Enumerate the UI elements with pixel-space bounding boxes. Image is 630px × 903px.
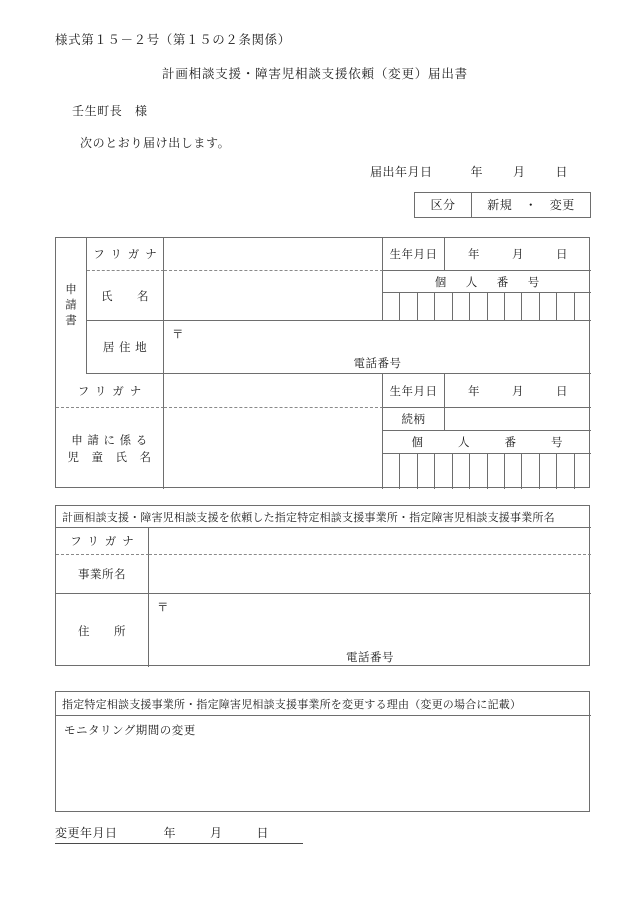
- addressee: 壬生町長 様: [72, 104, 148, 118]
- applicant-name-label: 氏 名: [101, 288, 149, 303]
- child-relation-label-cell: [383, 408, 445, 431]
- office-tel-label: 電話番号: [346, 650, 394, 664]
- reason-table: [55, 691, 590, 812]
- child-furigana-label-cell: [56, 374, 164, 408]
- office-address-label-cell: [56, 594, 149, 667]
- submission-date-year: 年: [470, 165, 484, 179]
- applicant-residence-label-cell: [87, 321, 164, 374]
- applicant-postal-mark: 〒: [172, 327, 184, 341]
- office-furigana-label: フリガナ: [70, 534, 140, 548]
- applicant-birthdate-month: 月: [512, 247, 524, 261]
- applicant-birthdate-value[interactable]: [445, 238, 591, 271]
- applicant-furigana-label: フリガナ: [93, 247, 163, 261]
- mynumber-cell[interactable]: [435, 293, 452, 320]
- submission-date-line: [370, 163, 568, 180]
- applicant-mynumber-grid[interactable]: [383, 293, 591, 321]
- office-table: [55, 505, 590, 666]
- child-furigana-label: フリガナ: [77, 383, 148, 398]
- mynumber-cell[interactable]: [557, 454, 574, 489]
- child-name-label: [68, 432, 152, 465]
- mynumber-cell[interactable]: [453, 454, 470, 489]
- child-name-label-line2: 児 童 氏 名: [67, 449, 152, 464]
- child-relation-label: 続柄: [401, 412, 426, 426]
- mynumber-cell[interactable]: [383, 454, 400, 489]
- office-furigana-label-cell: [56, 528, 149, 555]
- applicant-side-label-cell: [56, 238, 87, 374]
- applicant-birthdate-day: 日: [556, 247, 568, 261]
- mynumber-cell[interactable]: [575, 293, 591, 320]
- mynumber-cell[interactable]: [383, 293, 400, 320]
- child-name-label-line1: 申 請 に 係 る: [71, 432, 148, 447]
- mynumber-cell[interactable]: [540, 454, 557, 489]
- applicant-mynumber-label-cell: [383, 271, 591, 293]
- change-date-line: [55, 824, 303, 844]
- office-name-value[interactable]: [149, 555, 591, 594]
- child-birthdate-year: 年: [468, 383, 480, 398]
- mynumber-cell[interactable]: [522, 454, 539, 489]
- applicant-birthdate-ymd: [468, 246, 568, 262]
- change-date-day: 日: [256, 826, 270, 840]
- child-birthdate-label-cell: [383, 374, 445, 408]
- office-postal-mark: 〒: [157, 600, 169, 614]
- reason-section-header: 指定特定相談支援事業所・指定障害児相談支援事業所を変更する理由（変更の場合に記載）: [56, 692, 591, 716]
- page-title: 計画相談支援・障害児相談支援依頼（変更）届出書: [162, 66, 468, 81]
- child-mynumber-grid[interactable]: [383, 454, 591, 489]
- mynumber-cell[interactable]: [435, 454, 452, 489]
- child-birthdate-day: 日: [556, 383, 568, 398]
- applicant-name-value[interactable]: [164, 271, 383, 321]
- child-furigana-value[interactable]: [164, 374, 383, 408]
- office-address-label: 住 所: [78, 623, 126, 638]
- applicant-birthdate-label: 生年月日: [389, 247, 438, 261]
- child-birthdate-value[interactable]: [445, 374, 591, 408]
- applicant-tel-label: 電話番号: [353, 356, 402, 370]
- applicant-furigana-value[interactable]: [164, 238, 383, 271]
- mynumber-cell[interactable]: [505, 454, 522, 489]
- child-birthdate-label: 生年月日: [389, 383, 438, 398]
- child-birthdate-month: 月: [512, 383, 524, 398]
- office-address-value[interactable]: [149, 594, 591, 667]
- mynumber-cell[interactable]: [470, 293, 487, 320]
- mynumber-cell[interactable]: [540, 293, 557, 320]
- office-furigana-value[interactable]: [149, 528, 591, 555]
- applicant-residence-label: 居 住 地: [102, 340, 148, 354]
- change-date-label: 変更年月日: [55, 826, 118, 840]
- applicant-furigana-label-cell: [87, 238, 164, 271]
- change-date-month: 月: [210, 826, 223, 840]
- reason-value: モニタリング期間の変更: [64, 723, 196, 737]
- child-mynumber-label: 個 人 番 号: [411, 435, 567, 449]
- mynumber-cell[interactable]: [522, 293, 539, 320]
- office-name-label: 事業所名: [78, 567, 126, 581]
- intro-statement: 次のとおり届け出します。: [80, 136, 231, 150]
- child-mynumber-label-cell: [383, 431, 591, 454]
- kubun-label: 区分: [415, 193, 472, 217]
- mynumber-cell[interactable]: [488, 293, 505, 320]
- submission-date-day: 日: [555, 165, 569, 179]
- submission-date-month: 月: [513, 165, 526, 179]
- reason-value-area[interactable]: [56, 716, 591, 813]
- applicant-mynumber-label: 個 人 番 号: [434, 274, 544, 289]
- mynumber-cell[interactable]: [400, 454, 417, 489]
- child-name-label-cell: [56, 408, 164, 489]
- applicant-residence-value[interactable]: [164, 321, 591, 374]
- mynumber-cell[interactable]: [470, 454, 487, 489]
- mynumber-cell[interactable]: [488, 454, 505, 489]
- office-name-label-cell: [56, 555, 149, 594]
- child-relation-value[interactable]: [445, 408, 591, 431]
- kubun-choices[interactable]: 新規 ・ 変更: [487, 198, 575, 212]
- kubun-box: [414, 192, 591, 218]
- mynumber-cell[interactable]: [575, 454, 591, 489]
- form-code: 様式第１５－２号（第１５の２条関係）: [55, 32, 291, 47]
- mynumber-cell[interactable]: [418, 293, 435, 320]
- mynumber-cell[interactable]: [418, 454, 435, 489]
- change-date-year: 年: [163, 826, 177, 840]
- mynumber-cell[interactable]: [453, 293, 470, 320]
- office-section-header: 計画相談支援・障害児相談支援を依頼した指定特定相談支援事業所・指定障害児相談支援事業所名: [56, 506, 591, 528]
- mynumber-cell[interactable]: [400, 293, 417, 320]
- applicant-birthdate-year: 年: [468, 247, 480, 261]
- mynumber-cell[interactable]: [557, 293, 574, 320]
- child-birthdate-ymd: [468, 383, 568, 399]
- applicant-side-label: 申請書: [64, 282, 78, 330]
- applicant-child-table: [55, 237, 590, 488]
- submission-date-label: 届出年月日: [370, 165, 433, 179]
- applicant-name-label-cell: [87, 271, 164, 321]
- mynumber-cell[interactable]: [505, 293, 522, 320]
- child-name-value[interactable]: [164, 408, 383, 489]
- applicant-birthdate-label-cell: [383, 238, 445, 271]
